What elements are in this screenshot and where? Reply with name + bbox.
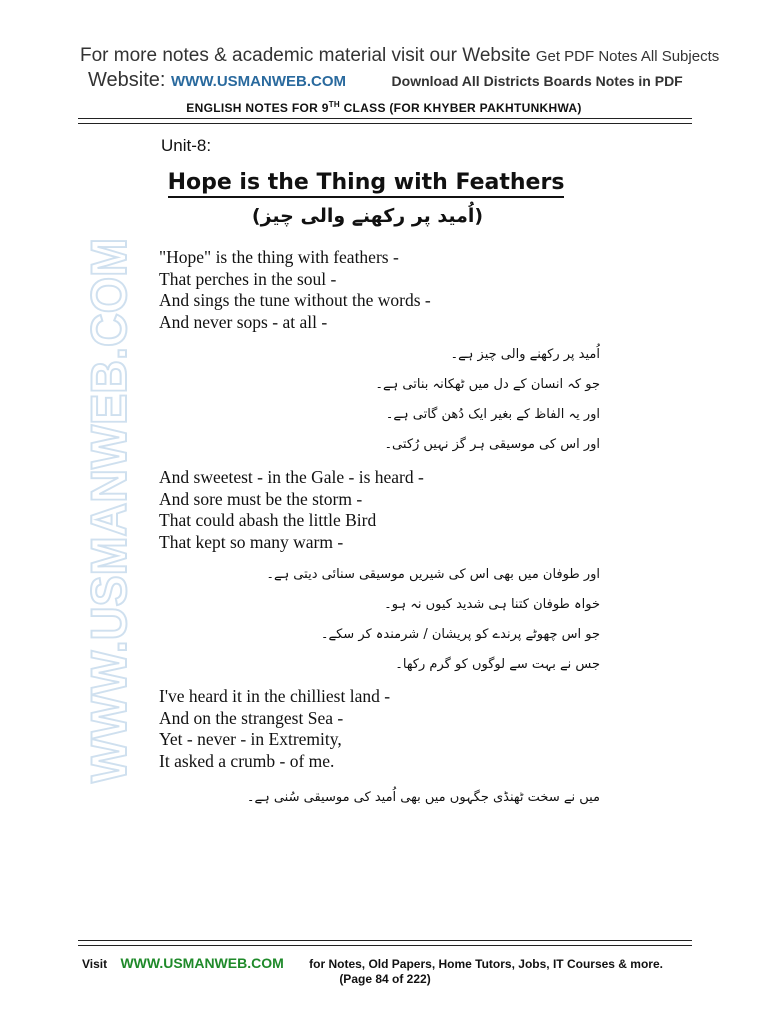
website-label: Website:	[88, 69, 166, 91]
poem-line: And sings the tune without the words -	[159, 290, 431, 311]
stanza-3	[159, 686, 390, 772]
poem-line: "Hope" is the thing with feathers -	[159, 247, 399, 267]
urdu-line: خواہ طوفان کتنا ہی شدید کیوں نہ ہو۔	[384, 597, 600, 612]
header-promo-text: For more notes & academic material visit our Website	[80, 45, 531, 66]
watermark-label: WWW.USMANWEB.COM	[81, 199, 137, 783]
urdu-line: جس نے بہت سے لوگوں کو گرم رکھا۔	[395, 657, 600, 672]
page-footer	[82, 955, 702, 971]
urdu-title: (اُمید پر رکھنے والی چیز)	[251, 205, 484, 227]
poem-line: That kept so many warm -	[159, 531, 344, 552]
stanza-1	[159, 247, 431, 333]
page-number: (Page 84 of 222)	[339, 972, 431, 986]
poem-line: That could abash the little Bird	[159, 510, 377, 531]
poem-line: And on the strangest Sea -	[159, 707, 344, 728]
website-link[interactable]: WWW.USMANWEB.COM	[171, 73, 346, 90]
urdu-line: اور طوفان میں بھی اس کی شیریں موسیقی سنائی دیتی ہے۔	[266, 567, 600, 582]
urdu-line: جو کہ انسان کے دل میں ٹھکانہ بناتی ہے۔	[375, 377, 600, 392]
poem-line: That perches in the soul -	[159, 268, 337, 289]
watermark-text	[81, 199, 137, 783]
class-heading-text-2: CLASS (FOR KHYBER PAKHTUNKHWA)	[339, 101, 582, 115]
footer-services-text: for Notes, Old Papers, Home Tutors, Jobs, IT Courses & more.	[309, 957, 663, 971]
urdu-line: جو اس چھوٹے پرندے کو پریشان / شرمندہ کر سکے۔	[320, 627, 600, 642]
urdu-translation-1	[375, 340, 600, 460]
page-header	[80, 45, 720, 92]
poem-title	[0, 170, 732, 195]
poem-title-text: Hope is the Thing with Feathers	[168, 170, 565, 198]
urdu-translation-2	[266, 560, 600, 680]
poem-line: And sweetest - in the Gale - is heard -	[159, 467, 424, 487]
urdu-translation-3	[247, 783, 600, 813]
unit-label: Unit-8:	[161, 136, 212, 155]
urdu-line: میں نے سخت ٹھنڈی جگہوں میں بھی اُمید کی موسیقی سُنی ہے۔	[246, 790, 600, 805]
header-subjects-text: Get PDF Notes All Subjects	[535, 48, 720, 65]
class-heading	[0, 100, 768, 115]
poem-line: I've heard it in the chilliest land -	[159, 686, 391, 706]
class-heading-text: ENGLISH NOTES FOR 9	[186, 101, 329, 115]
download-notes-text: Download All Districts Boards Notes in PDF	[391, 73, 683, 89]
poem-line: It asked a crumb - of me.	[159, 750, 335, 771]
footer-visit-label: Visit	[82, 957, 108, 971]
stanza-2	[159, 467, 424, 553]
class-heading-sup: TH	[328, 100, 340, 109]
urdu-line: اُمید پر رکھنے والی چیز ہے۔	[450, 347, 600, 362]
header-divider	[78, 118, 692, 124]
footer-website-link[interactable]: WWW.USMANWEB.COM	[120, 955, 284, 971]
footer-divider	[78, 940, 692, 946]
urdu-line: اور اس کی موسیقی ہر گز نہیں رُکتی۔	[384, 437, 600, 452]
urdu-line: اور یہ الفاظ کے بغیر ایک دُھن گاتی ہے۔	[385, 407, 600, 422]
poem-line: And sore must be the storm -	[159, 488, 363, 509]
poem-line: Yet - never - in Extremity,	[159, 729, 342, 750]
poem-line: And never sops - at all -	[159, 311, 328, 332]
